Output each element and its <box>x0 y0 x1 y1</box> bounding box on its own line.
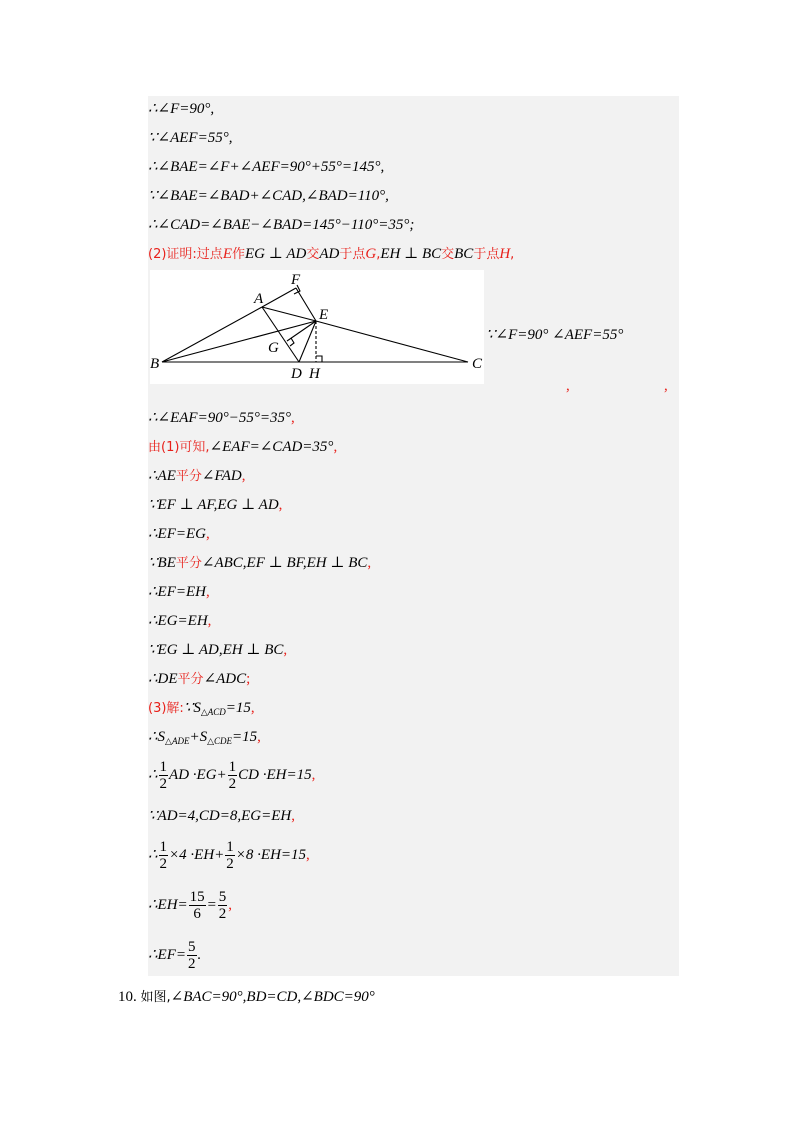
segment-EC <box>316 321 468 362</box>
fraction-one-half: $\frac{1}{2}$ <box>228 759 237 793</box>
solution-line-4: ∵∠BAE=∠BAD+∠CAD,∠BAD=110°, <box>148 188 389 204</box>
label-H: H <box>309 366 320 382</box>
part3-line-4: ∵AD=4,CD=8,EG=EH, <box>148 808 295 824</box>
label-F: F <box>291 272 301 288</box>
part2-line-5: ∴EF=EG, <box>148 526 210 542</box>
part2-line-6: ∵BE平分∠ABC,EF ⊥ BF,EH ⊥ BC, <box>148 555 372 571</box>
segment-BA <box>162 307 262 362</box>
label-C: C <box>472 356 483 372</box>
part2-line-2: 由(1)可知,∠EAF=∠CAD=35°, <box>148 439 338 455</box>
part2-line-10: ∴DE平分∠ADC; <box>148 671 251 687</box>
part3-line-2: $\therefore S_{\triangle ADE}+S_{\triangle CDE}=15$, <box>148 729 261 746</box>
label-B: B <box>150 356 160 372</box>
fraction-5-2: $\frac{5}{2}$ <box>188 939 196 973</box>
part3-line-7: ∴EF= $\frac{5}{2}$ . <box>148 939 202 973</box>
part3-line-6: ∴EH= $\frac{15}{6}$ = $\frac{5}{2}$ , <box>148 889 233 923</box>
question-10: 10. 如图,∠BAC=90°,BD=CD,∠BDC=90° <box>118 989 375 1005</box>
fraction-one-half: $\frac{1}{2}$ <box>159 759 168 793</box>
fraction-15-6: $\frac{15}{6}$ <box>189 889 205 923</box>
part2-line-3: ∴AE平分∠FAD, <box>148 468 246 484</box>
beside-comma-2: , <box>664 378 668 394</box>
label-G: G <box>268 340 279 356</box>
part3-line-1: (3)解$:\because S_{\triangle ACD}=15$, <box>148 700 255 717</box>
label-E: E <box>319 307 329 323</box>
solution-line-1: ∴∠F=90°, <box>148 101 215 117</box>
solution-line-5: ∴∠CAD=∠BAE−∠BAD=145°−110°=35°; <box>148 217 415 233</box>
beside-figure-text: ∵∠F=90° ∠AEF=55° <box>486 327 624 343</box>
solution-line-3: ∴∠BAE=∠F+∠AEF=90°+55°=145°, <box>148 159 385 175</box>
segment-AF <box>262 288 296 307</box>
right-angle-H <box>316 356 322 362</box>
fraction-one-half: $\frac{1}{2}$ <box>226 839 234 873</box>
right-angle-G <box>290 338 294 346</box>
fraction-one-half: $\frac{1}{2}$ <box>159 839 168 873</box>
part2-line-9: ∵EG ⊥ AD,EH ⊥ BC, <box>148 642 288 658</box>
part2-line-1: ∴∠EAF=90°−55°=35°, <box>148 410 295 426</box>
part2-line-7: ∴EF=EH, <box>148 584 210 600</box>
part2-line-4: ∵EF ⊥ AF,EG ⊥ AD, <box>148 497 283 513</box>
part2-intro: (2)证明:过点E作EG ⊥ AD交AD于点G,EH ⊥ BC交BC于点H, <box>148 246 515 262</box>
beside-comma-1: , <box>566 378 570 394</box>
geometry-figure <box>150 270 484 384</box>
part3-line-5: ∴ $\frac{1}{2}$ ×4 ·EH+ $\frac{1}{2}$ ×8 ·EH=15, <box>148 839 310 873</box>
part2-line-8: ∴EG=EH, <box>148 613 212 629</box>
solution-line-2: ∵∠AEF=55°, <box>148 130 233 146</box>
label-A: A <box>254 291 264 307</box>
label-D: D <box>291 366 302 382</box>
part3-line-3: ∴ $\frac{1}{2}$ AD ·EG+ $\frac{1}{2}$ CD ·EH=15, <box>148 759 316 793</box>
fraction-5-2: $\frac{5}{2}$ <box>218 889 227 923</box>
